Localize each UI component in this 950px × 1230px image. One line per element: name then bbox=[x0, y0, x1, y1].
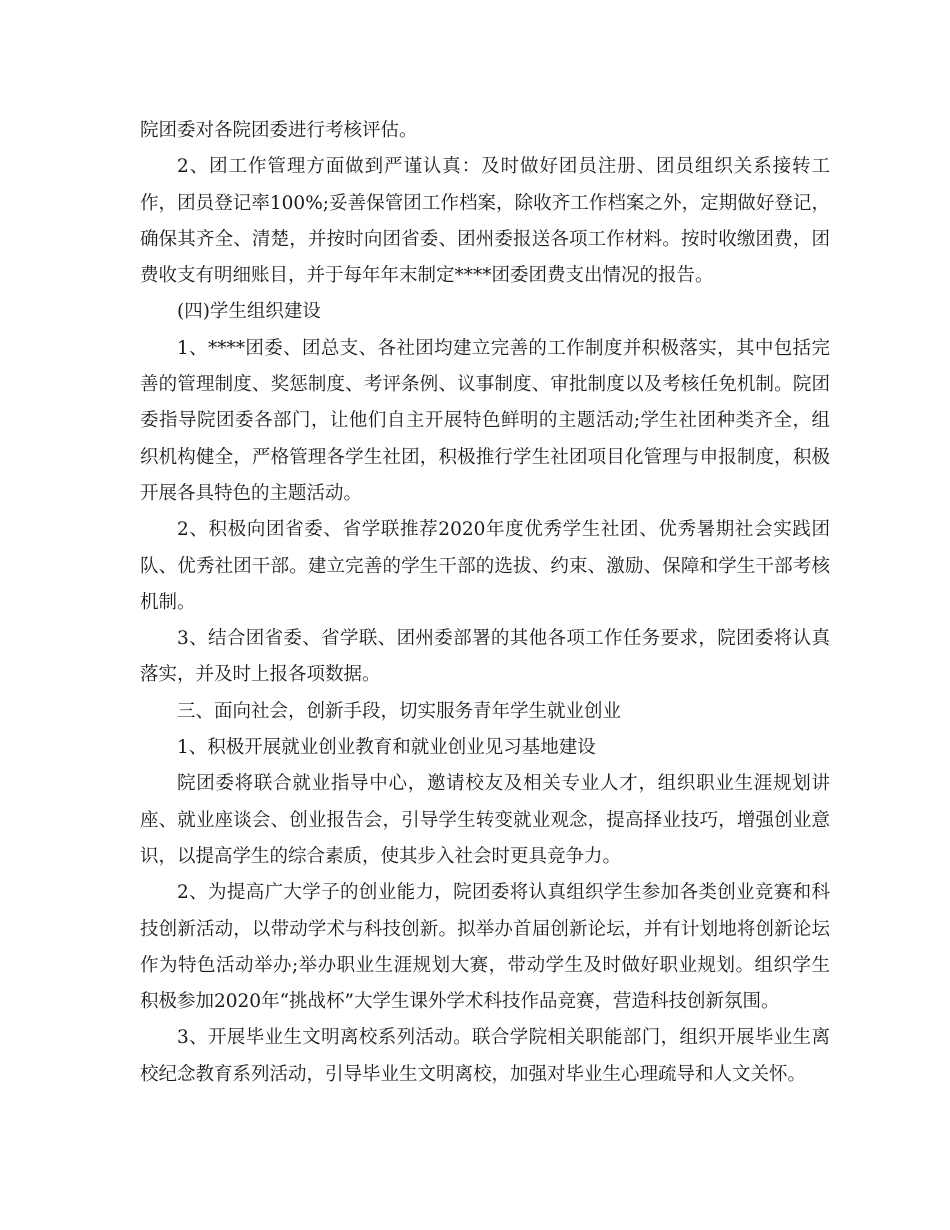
paragraph: 1、****团委、团总支、各社团均建立完善的工作制度并积极落实，其中包括完善的管理制度、奖惩制度、考评条例、议事制度、审批制度以及考核任免机制。院团委指导院团委各部门，让他们自主开展特色鲜明的主题活动;学生社团种类齐全，组织机构健全，严格管理各学生社团，积极推行学生社团项目化管理与申报制度，积极开展各具特色的主题活动。 bbox=[140, 337, 830, 504]
paragraph: 2、积极向团省委、省学联推荐2020年度优秀学生社团、优秀暑期社会实践团队、优秀社团干部。建立完善的学生干部的选拔、约束、激励、保障和学生干部考核机制。 bbox=[140, 519, 830, 613]
subsection-heading: 1、积极开展就业创业教育和就业创业见习基地建设 bbox=[177, 737, 596, 759]
document-body bbox=[140, 113, 830, 1093]
paragraph: 院团委将联合就业指导中心，邀请校友及相关专业人才，组织职业生涯规划讲座、就业座谈会、创业报告会，引导学生转变就业观念，提高择业技巧，增强创业意识，以提高学生的综合素质，使其步入社会时更具竞争力。 bbox=[140, 773, 830, 867]
paragraph: 2、团工作管理方面做到严谨认真：及时做好团员注册、团员组织关系接转工作，团员登记率100%;妥善保管团工作档案，除收齐工作档案之外，定期做好登记，确保其齐全、清楚，并按时向团省委、团州委报送各项工作材料。按时收缴团费，团费收支有明细账目，并于每年年末制定****团委团费支出情况的报告。 bbox=[140, 156, 830, 287]
paragraph: 2、为提高广大学子的创业能力，院团委将认真组织学生参加各类创业竞赛和科技创新活动，以带动学术与科技创新。拟举办首届创新论坛，并有计划地将创新论坛作为特色活动举办;举办职业生涯规划大赛，带动学生及时做好职业规划。组织学生积极参加2020年“挑战杯”大学生课外学术科技作品竞赛，营造科技创新氛围。 bbox=[140, 882, 830, 1013]
paragraph: 3、开展毕业生文明离校系列活动。联合学院相关职能部门，组织开展毕业生离校纪念教育系列活动，引导毕业生文明离校，加强对毕业生心理疏导和人文关怀。 bbox=[140, 1027, 830, 1085]
section-heading: (四)学生组织建设 bbox=[177, 301, 321, 323]
paragraph: 3、结合团省委、省学联、团州委部署的其他各项工作任务要求，院团委将认真落实，并及时上报各项数据。 bbox=[140, 628, 830, 686]
paragraph: 院团委对各院团委进行考核评估。 bbox=[140, 120, 418, 141]
section-heading: 三、面向社会，创新手段，切实服务青年学生就业创业 bbox=[177, 700, 622, 722]
